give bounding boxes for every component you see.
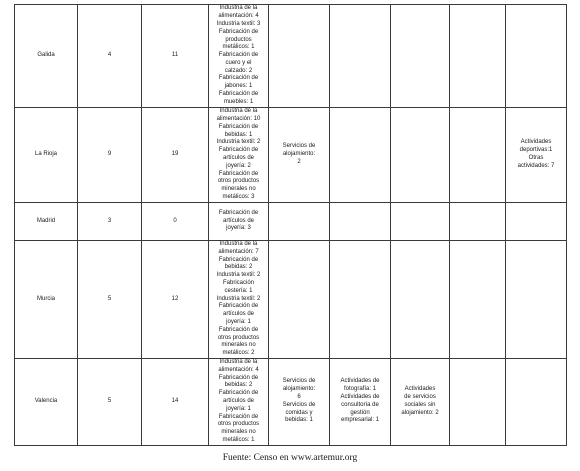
region-cell: Galida [15, 5, 78, 108]
region-cell: Valencia [15, 359, 78, 446]
data-cell [269, 241, 330, 359]
industry-cell: Industria de la alimentación: 4 Industria textil: 3 Fabricación de productos metálicos: 1 Fabricación de cuero y el calzado: 2 Fabricación de jabones: 1 Fabricación de muebles: 1 [209, 5, 269, 108]
data-cell [330, 108, 391, 203]
data-cell: Actividades de fotografía: 1 Actividades de consultoría de gestión empresarial: 1 [330, 359, 391, 446]
table-row-la-rioja [15, 108, 567, 203]
data-cell [391, 108, 450, 203]
count-cell: 14 [142, 359, 209, 446]
data-cell [450, 241, 506, 359]
data-cell [506, 359, 567, 446]
count-cell: 3 [78, 203, 142, 241]
industry-cell: Fabricación de artículos de joyería: 3 [209, 203, 269, 241]
table-row-murcia [15, 241, 567, 359]
data-cell [506, 241, 567, 359]
industry-cell: Industria de la alimentación: 4 Fabricación de bebidas: 2 Fabricación de artículos de joyería: 1 Fabricación de otros productos minerales no metálicos: 1 [209, 359, 269, 446]
table-row-galicia [15, 5, 567, 108]
data-cell [450, 108, 506, 203]
count-cell: 19 [142, 108, 209, 203]
data-cell [450, 5, 506, 108]
data-cell [269, 203, 330, 241]
region-cell: La Rioja [15, 108, 78, 203]
source-caption: Fuente: Censo en www.artemur.org [222, 453, 358, 463]
data-cell [506, 203, 567, 241]
data-cell [391, 5, 450, 108]
data-cell [391, 241, 450, 359]
count-cell: 0 [142, 203, 209, 241]
industry-cell: Industria de la alimentación: 7 Fabricación de bebidas: 2 Industria textil: 2 Fabricación cestería: 1 Industria textil: 2 Fabricación de artículos de joyería: 1 Fabricación de otros productos minerales no metálicos: 2 [209, 241, 269, 359]
data-cell: Servicios de alojamiento: 6 Servicios de comidas y bebidas: 1 [269, 359, 330, 446]
data-cell [330, 5, 391, 108]
table-row-madrid [15, 203, 567, 241]
data-cell [450, 203, 506, 241]
count-cell: 5 [78, 241, 142, 359]
data-cell: Actividades deportivas:1 Otras actividades: 7 [506, 108, 567, 203]
count-cell: 4 [78, 5, 142, 108]
region-cell: Murcia [15, 241, 78, 359]
census-table [14, 4, 567, 446]
count-cell: 9 [78, 108, 142, 203]
region-cell: Madrid [15, 203, 78, 241]
data-cell [450, 359, 506, 446]
table-row-valencia [15, 359, 567, 446]
count-cell: 11 [142, 5, 209, 108]
industry-cell: Industria de la alimentación: 10 Fabricación de bebidas: 1 Industria textil: 2 Fabricación de artículos de joyería: 2 Fabricación de otros productos minerales no metálicos: 3 [209, 108, 269, 203]
data-cell: Actividades de servicios sociales sin alojamiento: 2 [391, 359, 450, 446]
data-cell [391, 203, 450, 241]
count-cell: 12 [142, 241, 209, 359]
data-cell [330, 241, 391, 359]
data-cell [269, 5, 330, 108]
data-cell [330, 203, 391, 241]
data-cell [506, 5, 567, 108]
data-cell: Servicios de alojamiento: 2 [269, 108, 330, 203]
count-cell: 5 [78, 359, 142, 446]
